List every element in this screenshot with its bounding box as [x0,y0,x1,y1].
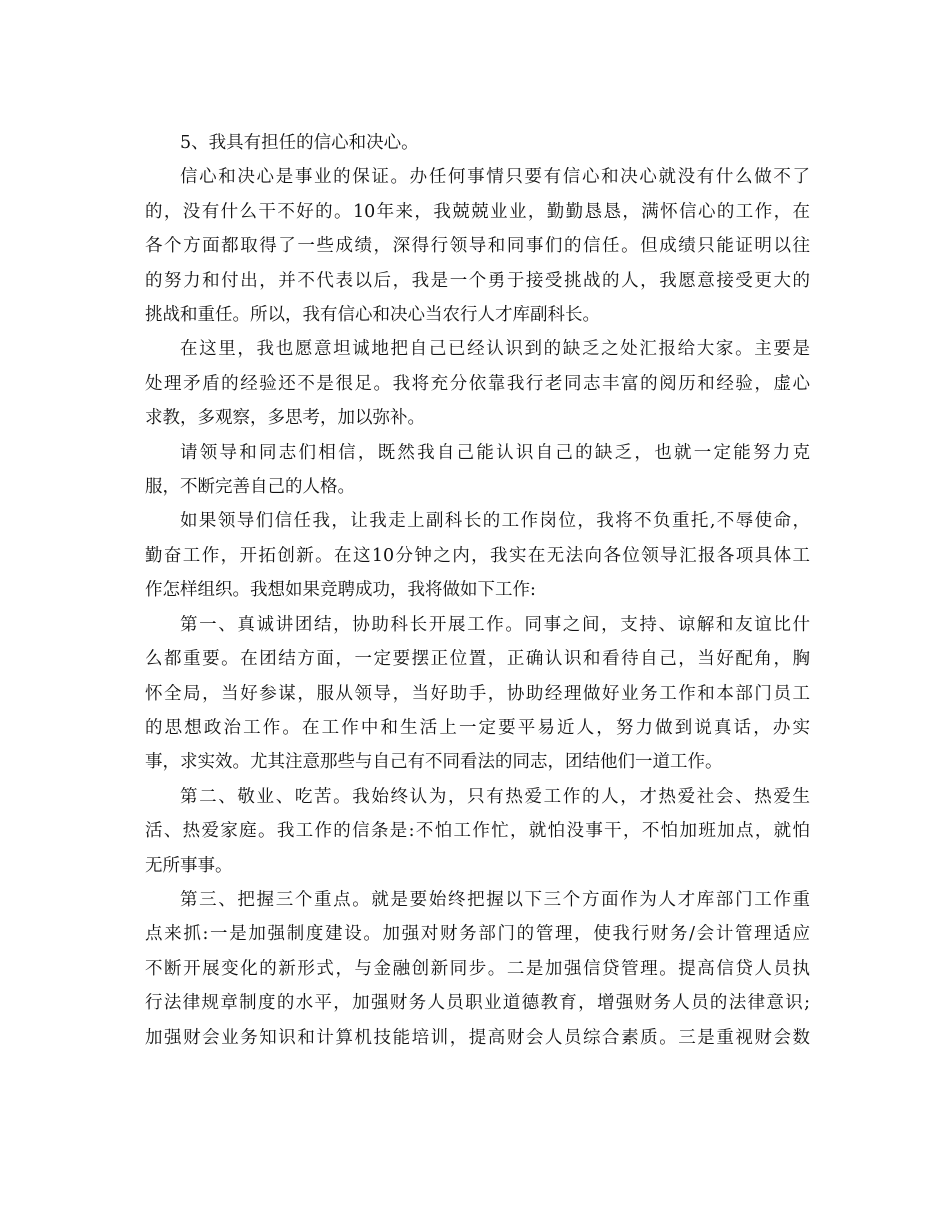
paragraph-line: 怀全局，当好参谋，服从领导，当好助手，协助经理做好业务工作和本部门员工 [145,683,810,704]
paragraph-line: 事，求实效。尤其注意那些与自己有不同看法的同志，团结他们一道工作。 [145,752,723,773]
paragraph-line: 服，不断完善自己的人格。 [145,477,355,498]
paragraph-line: 求教，多观察，多思考，加以弥补。 [145,408,425,429]
paragraph-line: 如果领导们信任我，让我走上副科长的工作岗位，我将不负重托,不辱使命， [180,511,810,532]
paragraph-line: 的努力和付出，并不代表以后，我是一个勇于接受挑战的人，我愿意接受更大的 [145,270,810,291]
paragraph-6 [145,608,810,780]
paragraph-7 [145,780,810,883]
paragraph-line: 处理矛盾的经验还不是很足。我将充分依靠我行老同志丰富的阅历和经验，虚心 [145,373,810,394]
document-body [145,126,810,1055]
paragraph-line: 无所事事。 [145,855,233,876]
paragraph-line: 加强财会业务知识和计算机技能培训，提高财会人员综合素质。三是重视财会数 [145,1027,810,1048]
paragraph-line: 作怎样组织。我想如果竞聘成功，我将做如下工作: [145,580,536,601]
paragraph-8 [145,883,810,1055]
paragraph-line: 不断开展变化的新形式，与金融创新同步。二是加强信贷管理。提高信贷人员执 [145,958,810,979]
paragraph-2 [145,160,810,332]
paragraph-line: 勤奋工作，开拓创新。在这10分钟之内，我实在无法向各位领导汇报各项具体工 [145,545,810,566]
paragraph-line: 请领导和同志们相信，既然我自己能认识自己的缺乏，也就一定能努力克 [180,442,810,463]
paragraph-line: 么都重要。在团结方面，一定要摆正位置，正确认识和看待自己，当好配角，胸 [145,649,810,670]
paragraph-line: 第三、把握三个重点。就是要始终把握以下三个方面作为人才库部门工作重 [180,889,810,910]
paragraph-line: 第一、真诚讲团结，协助科长开展工作。同事之间，支持、谅解和友谊比什 [180,614,810,635]
paragraph-5 [145,504,810,607]
paragraph-3 [145,332,810,435]
paragraph-line: 信心和决心是事业的保证。办任何事情只要有信心和决心就没有什么做不了 [180,167,810,188]
paragraph-4 [145,436,810,505]
paragraph-line: 行法律规章制度的水平，加强财务人员职业道德教育，增强财务人员的法律意识; [145,993,810,1014]
paragraph-line: 点来抓:一是加强制度建设。加强对财务部门的管理，使我行财务/会计管理适应 [145,924,810,945]
paragraph-1 [145,126,810,160]
paragraph-line: 挑战和重任。所以，我有信心和决心当农行人才库副科长。 [145,305,600,326]
paragraph-line: 的思想政治工作。在工作中和生活上一定要平易近人，努力做到说真话，办实 [145,717,810,738]
paragraph-line: 的，没有什么干不好的。10年来，我兢兢业业，勤勤恳恳，满怀信心的工作，在 [145,201,810,222]
paragraph-line: 活、热爱家庭。我工作的信条是:不怕工作忙，就怕没事干，不怕加班加点，就怕 [145,821,810,842]
paragraph-line: 各个方面都取得了一些成绩，深得行领导和同事们的信任。但成绩只能证明以往 [145,236,810,257]
paragraph-line: 在这里，我也愿意坦诚地把自己已经认识到的缺乏之处汇报给大家。主要是 [180,339,810,360]
paragraph-line: 第二、敬业、吃苦。我始终认为，只有热爱工作的人，才热爱社会、热爱生 [180,786,810,807]
paragraph-line: 5、我具有担任的信心和决心。 [180,133,419,153]
